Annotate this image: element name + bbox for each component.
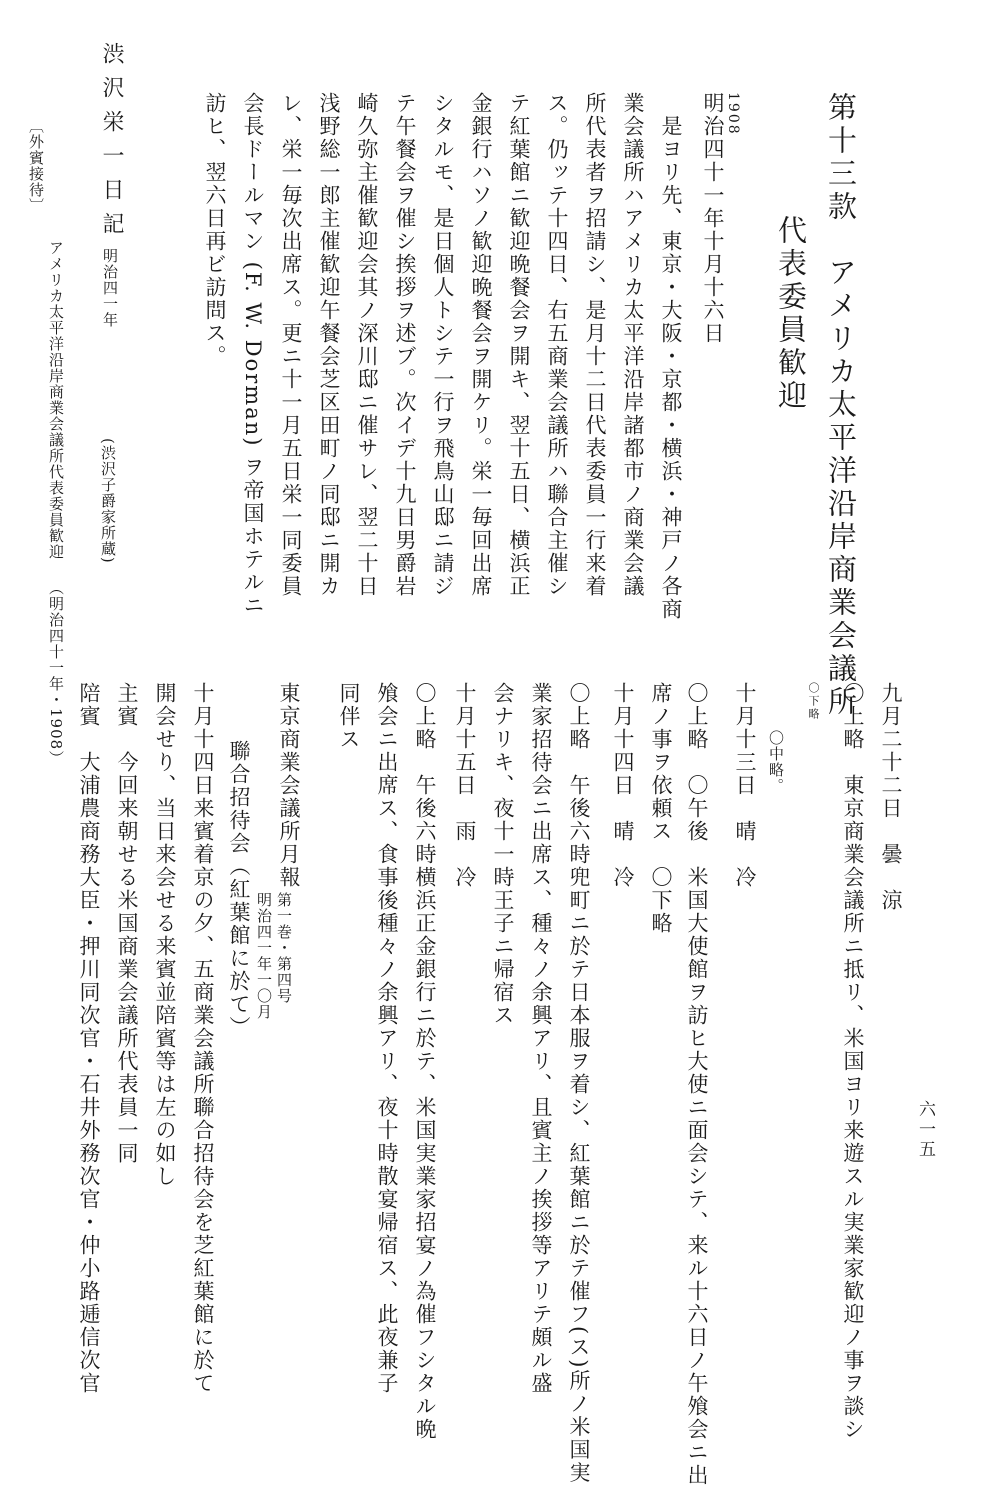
report-line: 開会せり、当日来会せる来賓並陪賓等は左の如し xyxy=(153,682,177,1188)
report-line: 主賓 今回来朝せる米国商業会議所代表員一同 xyxy=(115,682,139,1165)
diary-entry: 席ノ事ヲ依頼ス 〇下略 xyxy=(649,682,673,935)
body-line: 会長ドールマン (F. W. Dorman) ヲ帝国ホテルニ xyxy=(241,92,265,618)
diary-title: 渋沢栄一日記 xyxy=(99,42,124,246)
report-issue-date: 明治四一年一〇月 xyxy=(255,892,273,1020)
body-line: 所代表者ヲ招請シ、是月十二日代表委員一行来着 xyxy=(583,92,607,598)
diary-entry-date: 九月二十二日 曇 涼 xyxy=(879,682,903,912)
report-line: 陪賓 大浦農商務大臣・押川同次官・石井外務次官・仲小路逓信次官 xyxy=(77,682,101,1395)
section-subtitle: 代表委員歓迎 xyxy=(774,215,808,413)
diary-entry-date: 十月十四日 晴 冷 xyxy=(611,682,635,889)
body-line: 業会議所ハアメリカ太平洋沿岸諸都市ノ商業会議 xyxy=(621,92,645,598)
body-line: 浅野総一郎主催歓迎午餐会芝区田町ノ同邸ニ開カ xyxy=(317,92,341,598)
body-line: シタルモ、是日個人トシテ一行ヲ飛鳥山邸ニ請ジ xyxy=(431,92,455,598)
date-year: 1908 xyxy=(725,92,741,136)
diary-entry-date: 十月十三日 晴 冷 xyxy=(733,682,757,889)
diary-entry: 〇上略 午後六時横浜正金銀行ニ於テ、米国実業家招宴ノ為催フシタル晩 xyxy=(413,682,437,1441)
body-line: 金銀行ハソノ歓迎晩餐会ヲ開ケリ。栄一毎回出席 xyxy=(469,92,493,598)
diary-entry: 〇上略 午後六時兜町ニ於テ日本服ヲ着シ、紅葉館ニ於テ催フ(ス)所ノ米国実 xyxy=(567,682,591,1485)
page-number: 六一五 xyxy=(915,1100,935,1160)
report-subtitle: 聯合招待会（紅葉館に於て） xyxy=(227,740,251,1039)
diary-entry: 同伴ス xyxy=(337,682,361,751)
section-title: 第十三款 アメリカ太平洋沿岸商業会議所 xyxy=(824,92,858,719)
body-line: テ午餐会ヲ催シ挨拶ヲ述ブ。次イデ十九日男爵岩 xyxy=(393,92,417,598)
diary-note: 〇中略。 xyxy=(767,730,785,794)
body-line: テ紅葉館ニ歓迎晩餐会ヲ開キ、翌十五日、横浜正 xyxy=(507,92,531,598)
footer-running-title: アメリカ太平洋沿岸商業会議所代表委員歓迎 xyxy=(47,240,65,560)
diary-entry: 会ナリキ、夜十一時王子ニ帰宿ス xyxy=(491,682,515,1027)
body-line: 是ヨリ先、東京・大阪・京都・横浜・神戸ノ各商 xyxy=(659,115,683,621)
report-title: 東京商業会議所月報 xyxy=(277,682,301,889)
diary-note: 〇下略 xyxy=(807,682,820,721)
diary-year: 明治四一年 xyxy=(101,248,119,328)
diary-source: (渋沢子爵家所蔵) xyxy=(99,438,117,564)
body-line: レ、栄一毎次出席ス。更ニ十一月五日栄一同委員 xyxy=(279,92,303,598)
report-volume: 第一巻・第四号 xyxy=(275,892,293,1004)
diary-entry-date: 十月十五日 雨 冷 xyxy=(453,682,477,889)
diary-entry: 〇上略 〇午後 米国大使館ヲ訪ヒ大使ニ面会シテ、来ル十六日ノ午飧会ニ出 xyxy=(685,682,709,1487)
body-line: 訪ヒ、翌六日再ビ訪問ス。 xyxy=(203,92,227,368)
report-line: 十月十四日来賓着京の夕、五商業会議所聯合招待会を芝紅葉館に於て xyxy=(191,682,215,1395)
diary-block xyxy=(0,680,1004,1487)
diary-entry: 業家招待会ニ出席ス、種々ノ余興アリ、且賓主ノ挨拶等アリテ頗ル盛 xyxy=(529,682,553,1395)
diary-entry: 飧会ニ出席ス、食事後種々ノ余興アリ、夜十時散宴帰宿ス、此夜兼子 xyxy=(375,682,399,1395)
footer-category: 〔外賓接待〕 xyxy=(27,118,45,214)
diary-entry: 〇上略 東京商業会議所ニ抵リ、米国ヨリ来遊スル実業家歓迎ノ事ヲ談シ xyxy=(841,682,865,1441)
body-line: ス。仍ッテ十四日、右五商業会議所ハ聯合主催シ xyxy=(545,92,569,598)
footer-running-date: （明治四十一年・1908） xyxy=(47,580,65,767)
section-date: 明治四十一年十月十六日 xyxy=(701,92,725,345)
body-line: 崎久弥主催歓迎会其ノ深川邸ニ催サレ、翌二十日 xyxy=(355,92,379,598)
